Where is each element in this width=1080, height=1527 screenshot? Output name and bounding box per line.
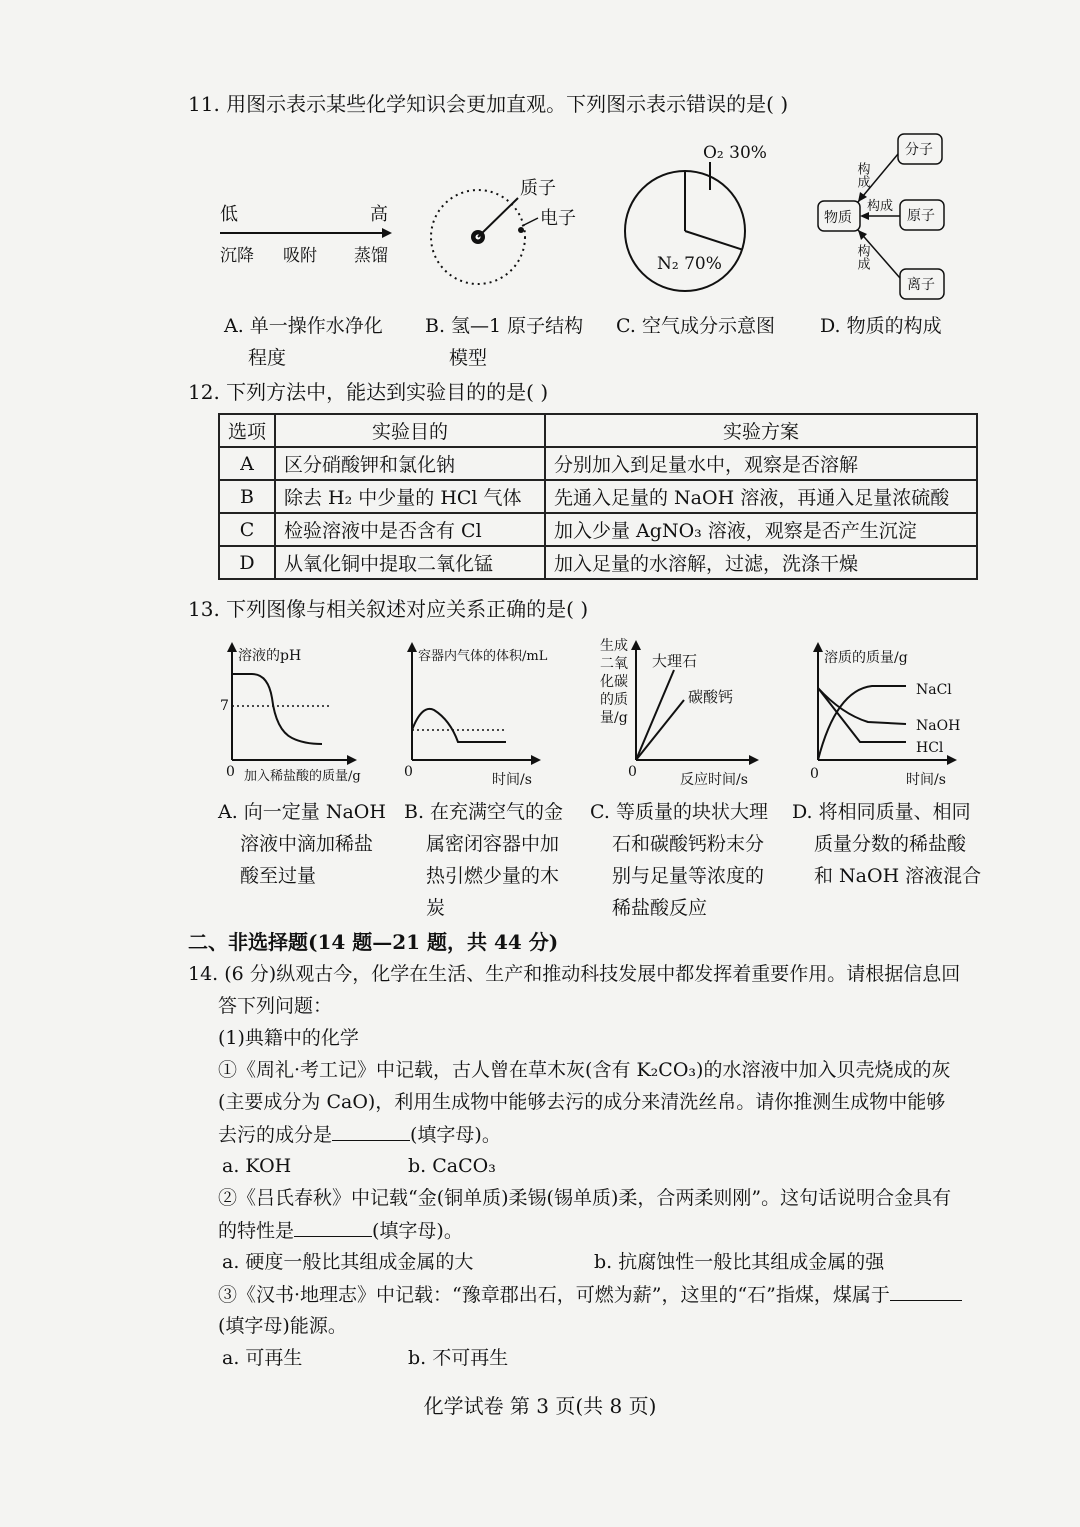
q13-c-series-1: 大理石	[652, 652, 698, 670]
table-cell: 加入少量 AgNO₃ 溶液，观察是否产生沉淀	[545, 513, 977, 546]
q13-d-graph	[802, 638, 982, 788]
table-cell: 除去 H₂ 中少量的 HCl 气体	[275, 480, 545, 513]
q14-line-2: 答下列问题：	[218, 995, 333, 1017]
q14-p3b: (填字母)能源。	[218, 1315, 347, 1337]
q11-a-step-2: 吸附	[283, 246, 317, 266]
q13-a-curve	[232, 674, 322, 744]
q11-d-center: 物质	[824, 210, 852, 226]
q11-b-diagram	[418, 170, 598, 300]
q13-c-series-2-line	[636, 700, 684, 760]
table-cell: 检验溶液中是否含有 Cl	[275, 513, 545, 546]
q13-c-series-2: 碳酸钙	[688, 688, 734, 706]
q13-c-origin: 0	[628, 764, 637, 780]
q11-a-diagram	[210, 195, 400, 275]
q14-p2-opt-b: b. 抗腐蚀性一般比其组成金属的强	[594, 1251, 885, 1273]
table-cell: 分别加入到足量水中，观察是否溶解	[545, 447, 977, 480]
q13-d-caption: D. 将相同质量、相同 质量分数的稀盐酸 和 NaOH 溶液混合	[792, 801, 982, 887]
q13-a-ytick: 7	[220, 698, 229, 714]
q13-b-ylabel: 容器内气体的体积/mL	[418, 649, 548, 664]
q11-b-proton-label: 质子	[520, 178, 556, 199]
q14-p2a: ②《吕氏春秋》中记载“金(铜单质)柔锡(锡单质)柔，合两柔则刚”。这句话说明合金具有	[218, 1187, 952, 1209]
table-row	[219, 447, 977, 480]
q11-c-n2-label: N₂ 70%	[657, 254, 722, 274]
q13-d-origin: 0	[810, 766, 819, 782]
q13-c-graph	[596, 632, 776, 787]
table-cell: A	[219, 447, 275, 480]
q11-a-caption: A. 单一操作水净化 程度	[224, 315, 383, 369]
q11-a-low: 低	[220, 204, 238, 225]
section-2-heading: 二、非选择题(14 题—21 题，共 44 分)	[188, 930, 559, 954]
q13-d-ylabel: 溶质的质量/g	[824, 650, 908, 666]
q11-c-caption: C. 空气成分示意图	[616, 315, 775, 337]
q11-d-caption: D. 物质的构成	[820, 315, 942, 337]
table-cell: 从氧化铜中提取二氧化锰	[275, 546, 545, 579]
q12-stem: 12. 下列方法中，能达到实验目的的是( )	[188, 380, 549, 404]
q13-b-caption: B. 在充满空气的金 属密闭容器中加 热引燃少量的木 炭	[404, 801, 564, 919]
q14-line-1: 14. (6 分)纵观古今，化学在生活、生产和推动科技发展中都发挥着重要作用。请根据信息回	[188, 963, 961, 985]
q11-d-node-1: 分子	[905, 142, 933, 158]
table-header: 实验方案	[545, 414, 977, 447]
q11-c-o2-label: O₂ 30%	[703, 143, 767, 163]
q11-c-pie-chart	[615, 138, 785, 303]
q13-c-ylabel-3: 化碳	[600, 674, 628, 690]
q14-p1a: ①《周礼·考工记》中记载，古人曾在草木灰(含有 K₂CO₃)的水溶液中加入贝壳烧成的灰	[218, 1059, 951, 1081]
q14-p1-opt-a: a. KOH	[222, 1155, 292, 1177]
q11-b-caption: B. 氢—1 原子结构 模型	[425, 315, 584, 369]
table-cell: C	[219, 513, 275, 546]
q11-c-pie-boundary-2	[685, 231, 742, 250]
q13-b-origin: 0	[404, 764, 413, 780]
answer-blank-1[interactable]	[332, 1122, 410, 1141]
table-header-row	[219, 414, 977, 447]
q11-d-node-2: 原子	[907, 208, 935, 224]
q11-stem: 11. 用图示表示某些化学知识会更加直观。下列图示表示错误的是( )	[188, 92, 789, 116]
q13-c-series-1-line	[636, 670, 674, 760]
q13-a-origin: 0	[226, 764, 235, 780]
q13-c-caption: C. 等质量的块状大理 石和碳酸钙粉末分 别与足量等浓度的 稀盐酸反应	[590, 801, 768, 919]
q14-p3-opt-b: b. 不可再生	[408, 1347, 509, 1369]
q14-p3-opt-a: a. 可再生	[222, 1347, 303, 1369]
q11-d-arrow-mid: 构成	[867, 199, 894, 214]
q11-d-arrow-bot: 构成	[854, 244, 870, 270]
table-row	[219, 546, 977, 579]
q13-c-ylabel-1: 生成	[600, 638, 628, 654]
page-footer: 化学试卷 第 3 页(共 8 页)	[423, 1394, 657, 1418]
q14-p1b: (主要成分为 CaO)，利用生成物中能够去污的成分来清洗丝帛。请你推测生成物中能够	[218, 1091, 946, 1113]
table-cell: D	[219, 546, 275, 579]
q14-sub-1: (1)典籍中的化学	[218, 1027, 359, 1049]
q13-a-xlabel: 加入稀盐酸的质量/g	[244, 769, 361, 784]
q14-p1c: 去污的成分是 (填字母)。	[218, 1124, 501, 1146]
q14-p1-opt-b: b. CaCO₃	[408, 1155, 496, 1177]
q11-d-node-3: 离子	[907, 277, 935, 293]
q13-a-ylabel: 溶液的pH	[238, 648, 302, 664]
table-header: 选项	[219, 414, 275, 447]
q13-stem: 13. 下列图像与相关叙述对应关系正确的是( )	[188, 597, 589, 621]
q11-b-electron	[518, 227, 524, 233]
table-header: 实验目的	[275, 414, 545, 447]
answer-blank-3[interactable]	[890, 1282, 962, 1301]
table-cell: 区分硝酸钾和氯化钠	[275, 447, 545, 480]
q11-a-step-1: 沉降	[220, 246, 254, 266]
table-cell: 加入足量的水溶解，过滤，洗涤干燥	[545, 546, 977, 579]
q14-p2-opt-a: a. 硬度一般比其组成金属的大	[222, 1251, 474, 1273]
q11-a-step-3: 蒸馏	[354, 246, 388, 266]
q13-a-graph	[212, 638, 392, 788]
q13-a-caption: A. 向一定量 NaOH 溶液中滴加稀盐 酸至过量	[218, 801, 386, 887]
q13-d-series-1: NaCl	[916, 682, 952, 698]
q14-p2b: 的特性是 (填字母)。	[218, 1220, 463, 1242]
table-row	[219, 480, 977, 513]
q13-b-xlabel: 时间/s	[492, 772, 532, 788]
q11-d-diagram	[812, 126, 962, 306]
table-cell: B	[219, 480, 275, 513]
q11-a-high: 高	[370, 204, 388, 225]
q12-table	[218, 413, 978, 580]
q13-b-curve	[412, 709, 506, 742]
q13-c-ylabel-5: 量/g	[600, 710, 628, 726]
q13-c-ylabel-2: 二氧	[600, 656, 628, 672]
q13-d-xlabel: 时间/s	[906, 772, 946, 788]
q13-b-graph	[398, 638, 578, 788]
q11-b-electron-label: 电子	[540, 208, 576, 229]
q11-d-arrow-top: 构成	[854, 162, 870, 188]
table-row	[219, 513, 977, 546]
q13-d-series-2: NaOH	[916, 718, 961, 734]
q13-c-xlabel: 反应时间/s	[680, 772, 748, 787]
answer-blank-2[interactable]	[294, 1218, 372, 1237]
q13-d-hcl-curve	[818, 688, 906, 742]
q14-p3a: ③《汉书·地理志》中记载：“豫章郡出石，可燃为薪”，这里的“石”指煤，煤属于	[218, 1282, 962, 1307]
table-cell: 先通入足量的 NaOH 溶液，再通入足量浓硫酸	[545, 480, 977, 513]
q13-c-ylabel-4: 的质	[600, 692, 628, 708]
q13-d-series-3: HCl	[916, 740, 944, 756]
